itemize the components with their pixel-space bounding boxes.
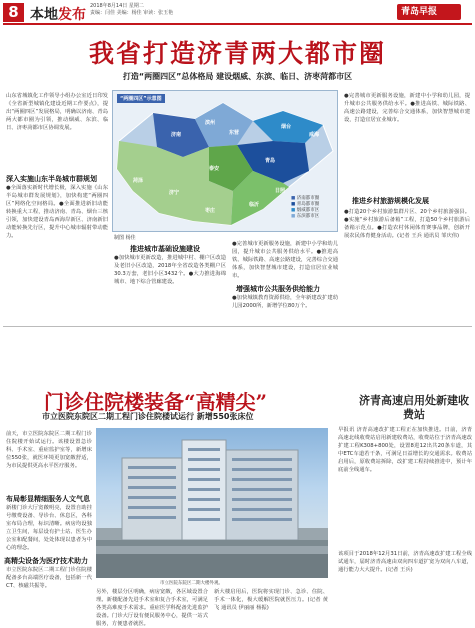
page-number: 8 [3, 3, 24, 22]
city-label: 青岛 [265, 158, 276, 164]
article2-middle-text: 另外，楼层分区明确，病房宽敞，各区域设置合理。新楼配备先进手术室和复合手术室，可满足各类高难度手术需求。重症医学科配备先进监护设备。门诊大厅设有便民服务中心，提供一站式服务，方便患者就医。 [96, 589, 208, 627]
article2-body-equipment: 市立医院东院区二期工程门诊住院楼配备多台高端医疗设备，包括新一代CT、核磁共振等。 [6, 567, 92, 589]
city-label: 滨州 [205, 120, 216, 126]
legend-item: ■ 烟威都市区 [291, 208, 320, 213]
section-body-cont: ●完善城市更新服务设施，新建中小学和幼儿园，提升城市公共服务供给水平。●推进高铁、城际铁路、高速公路建设，完善综合交通体系，加快智慧城市建设，打造宜居宜业城市。 [232, 241, 338, 279]
issue-date: 2018年8月14日 星期二 [90, 3, 144, 9]
article-divider [3, 326, 472, 327]
header-rule [3, 23, 472, 25]
article2-middle-text-2: 新大楼启用后，医院将实现门诊、急诊、住院、手术一体化，极大缓解医院就医压力。(记者 黄飞 通讯员 伊丽丽 杨振) [214, 589, 328, 611]
article2-lead: 前天，市立医院东院区二期工程门诊住院楼开始试运行。该楼设置急诊科、手术室、重症监护室等，新增床位550张，就医环境更加宽敞舒适，为市民提供更高水平医疗服务。 [6, 431, 92, 469]
hospital-photo [96, 428, 328, 578]
section-heading-urban: 深入实施山东半岛城市群规划 [6, 175, 97, 183]
legend-item: ■ 东滨都市区 [291, 214, 320, 219]
city-label: 日照 [275, 188, 286, 194]
hospital-building-image [96, 428, 328, 578]
article2-heading-layout: 布局彰显精细服务人文气息 [6, 495, 90, 503]
lead-paragraph: 山东省城镇化工作领导小组办公室近日印发《全省新型城镇化建设近期工作要点》，提出“两圈四区”发展格局，明确以济南、青岛两大都市圈为引领，推动烟威、东滨、临日、济枣菏都市区协调发展。 [6, 93, 108, 131]
side-article-body: 早报讯 济青高速改扩建工程正在加快推进。日前，济青高速北线收费站启用新建收费站，收费站位于济青高速改扩建工程K308+800处，设置8进12出共20条车道，其中ETC车道若干条，可满足日益增长的交通需求。收费站启用后，原收费站拆除，改扩建工程持续推进中，预计年底前全线通车。 [338, 427, 472, 473]
section-body-urban: ●全面落实新时代增长极，深入实施《山东半岛城市群发展规划》，加快构建“两圈四区”网络化空间格局。●全面推进新旧动能转换重大工程，推动济南、青岛、烟台三核引领，加快建设青岛西海岸新区、济南新旧动能转换先行区，提升中心城市辐射带动能力。 [6, 185, 108, 239]
city-label: 临沂 [249, 202, 260, 208]
legend-item: ■ 济南都市圈 [291, 196, 320, 201]
section-name: 本地 [30, 7, 58, 23]
section-heading-rural-tourism: 推进乡村旅游规模化发展 [352, 197, 429, 205]
section-heading-services: 增强城市公共服务供给能力 [236, 285, 320, 293]
map-title: “两圈四区”示意图 [117, 94, 165, 103]
city-label: 济南 [171, 132, 182, 138]
map-caption: 制图 杨佳 [114, 235, 136, 241]
city-label: 威海 [309, 132, 320, 138]
section-title [30, 4, 86, 24]
city-label: 泰安 [209, 166, 220, 172]
section-accent: 发布 [58, 7, 86, 23]
article2-heading-equipment: 高精尖设备为医疗技术助力 [4, 557, 88, 565]
city-label: 济宁 [169, 190, 180, 196]
main-headline: 我省打造济青两大都市圈 [88, 39, 386, 68]
main-subheadline: 打造“两圈四区”总体格局 建设烟威、东滨、临日、济枣菏都市区 [122, 72, 353, 81]
right-column-text: ●完善城市更新服务设施，新建中小学和幼儿园，提升城市公共服务供给水平。●推进高铁、城际铁路、高速公路建设，完善综合交通体系，加快智慧城市建设，打造宜居宜业城市。 [344, 93, 470, 123]
city-label: 烟台 [281, 124, 292, 130]
section-body-services: ●加快城镇教育资源供给，全年新建改扩建幼儿园2000所，新增学位80万个。 [232, 295, 338, 309]
section-heading-infrastructure: 推进城市基础设施建设 [130, 245, 200, 253]
editor-credits: 责编：闫佳 美编：杨佳 审读：张玉艳 [90, 10, 174, 16]
city-label: 东营 [229, 130, 240, 136]
photo-caption: 市立医院东院区二期大楼外观。 [160, 581, 223, 586]
issue-meta [90, 3, 173, 17]
region-map [112, 90, 338, 232]
section-body-infrastructure: ●加快城市更新改造，推进城中村、棚户区改造及老旧小区改造，2018年全省改造各类棚户区30.3万套，老旧小区3432个。●大力推进海绵城市、地下综合管廊建设。 [114, 255, 226, 285]
city-label: 菏泽 [133, 178, 144, 184]
legend-item: ■ 青岛都市圈 [291, 202, 320, 207]
article2-headline: 门诊住院楼装备“高精尖” [44, 390, 268, 414]
side-article-body-2: 该项目于2018年12月31日前，济青高速改扩建工程全线试通车，届时济青高速由双向四车道扩宽为双向八车道，通行能力大大提升。(记者 王兵) [338, 551, 472, 573]
article2-body-layout: 新楼门诊大厅宽敞明亮，设置自助挂号缴费设备、导诊台、休息区，各科室布局合理，标识清晰。病房均设独立卫生间，每层设有护士站、医生办公室和配餐间，处处体现以患者为中心的理念。 [6, 505, 92, 551]
section-body-rural-tourism: ●打造20个乡村旅游集群片区、20个乡村旅游强县。●实施“乡村旅游后备箱”工程，打造50个乡村旅游后备箱示范点。●打造农村休闲体育赛事品牌，创新开展农民体育健身活动。(记者 王兵 通讯员 邹庆伟) [344, 209, 470, 239]
article2-subheadline: 市立医院东院区二期工程门诊住院楼试运行 新增550张床位 [42, 412, 254, 421]
city-label: 枣庄 [205, 208, 216, 214]
map-legend [291, 195, 319, 219]
side-article-headline: 济青高速启用处新建收费站 [359, 394, 469, 421]
newspaper-logo: 青岛早报 [397, 4, 461, 20]
